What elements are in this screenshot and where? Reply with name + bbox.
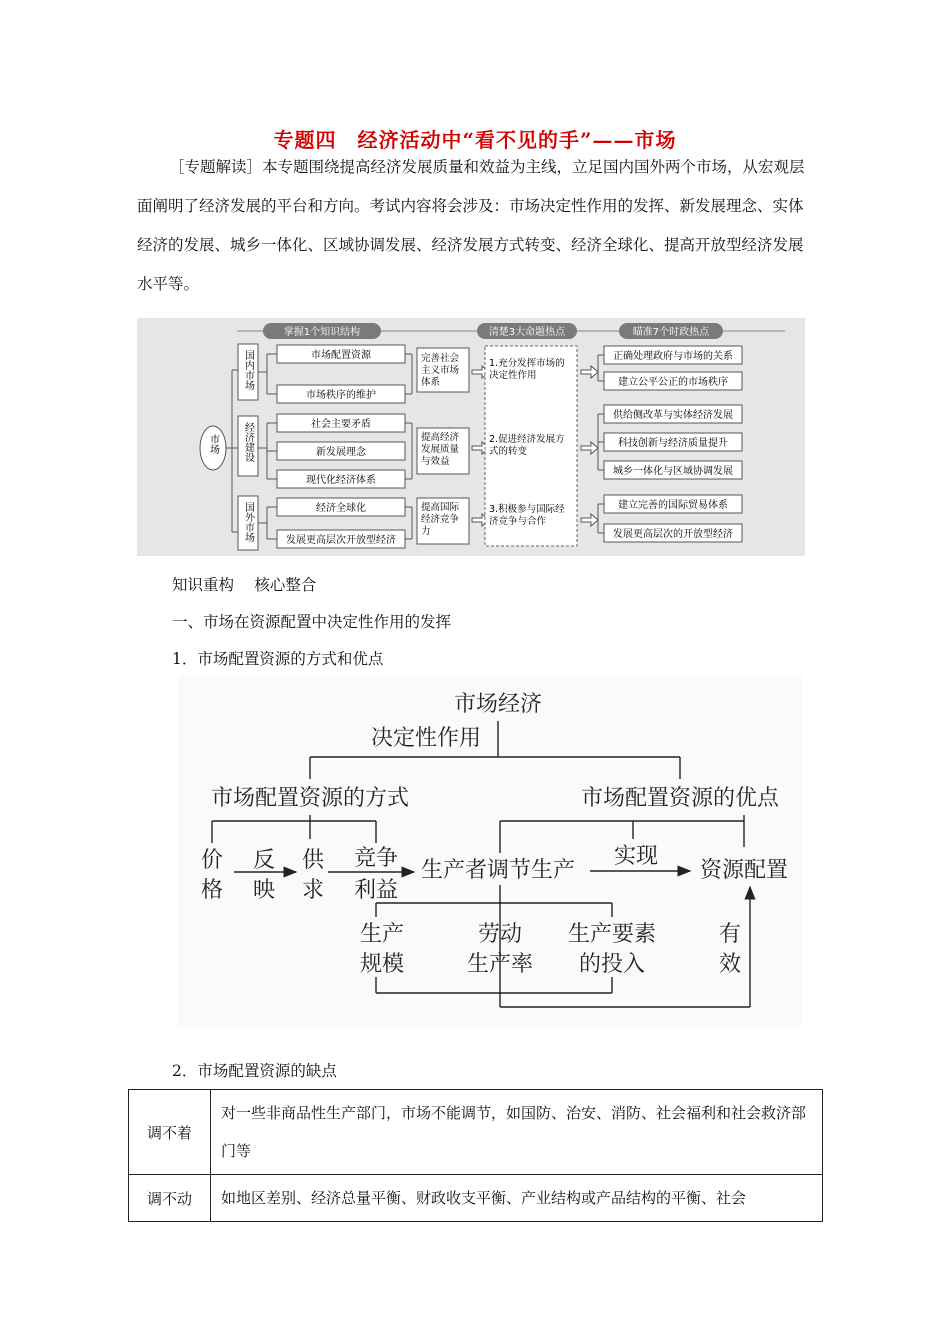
section-1-title: 一、市场在资源配置中决定性作用的发挥 [172, 613, 452, 631]
defect-head: 调不着 [129, 1090, 211, 1175]
flow-allocation: 资源配置 [699, 858, 789, 883]
current-item: 建立完善的国际贸易体系 [618, 500, 728, 511]
flow-producer: 生产者调节生产 [420, 858, 576, 883]
market-allocation-svg [178, 675, 802, 1027]
defect-head: 调不动 [129, 1175, 211, 1222]
flow-price: 价 [200, 848, 224, 873]
flow-supply: 供 [301, 848, 325, 873]
flow-effective: 有 [718, 922, 742, 947]
flow-top: 市场经济 [453, 692, 543, 717]
flow-supply: 求 [301, 878, 325, 903]
current-item: 城乡一体化与区域协调发展 [613, 466, 733, 477]
table-row [129, 1090, 823, 1175]
header-hotspots: 清楚3大命题热点 [488, 327, 566, 338]
section-heading: 知识重构 核心整合 [172, 576, 317, 594]
map-item: 社会主要矛盾 [311, 419, 371, 430]
map-summary: 完善社会主义市场体系 [421, 353, 460, 388]
flow-factors: 的投入 [578, 952, 646, 977]
subsection-2-title: 2．市场配置资源的缺点 [172, 1062, 337, 1080]
group-foreign-label: 国外市场 [242, 502, 254, 542]
flow-role: 决定性作用 [370, 726, 482, 751]
intro-text: 本专题围绕提高经济发展质量和效益为主线，立足国内国外两个市场，从宏观层面阐明了经济发展的平台和方向。考试内容将会涉及：市场决定性作用的发挥、新发展理念、实体经济的发展、城乡一体化、区域协调发展、经济发展方式转变、经济全球化、提高开放型经济发展水平等。 [137, 158, 805, 293]
flow-reflect: 反 [252, 848, 276, 873]
root-label: 市场 [207, 434, 219, 454]
flow-reflect: 映 [252, 878, 276, 903]
flow-scale: 生产 [359, 922, 405, 947]
current-item: 发展更高层次的开放型经济 [613, 529, 733, 540]
map-item: 现代化经济体系 [306, 475, 376, 486]
subsection-1-title: 1．市场配置资源的方式和优点 [172, 650, 384, 668]
current-item: 科技创新与经济质量提升 [618, 438, 728, 449]
flow-realize: 实现 [613, 844, 659, 869]
map-summary: 提高经济发展质量与效益 [421, 432, 460, 467]
flow-compete: 竞争 [353, 846, 399, 871]
hotspot-1: 1.充分发挥市场的决定性作用 [489, 358, 565, 381]
flow-scale: 规模 [359, 952, 405, 977]
defect-text: 对一些非商品性生产部门，市场不能调节，如国防、治安、消防、社会福利和社会救济部门等 [211, 1090, 823, 1175]
flow-right-head: 市场配置资源的优点 [580, 786, 780, 811]
current-item: 正确处理政府与市场的关系 [613, 351, 733, 362]
flow-factors: 生产要素 [567, 922, 657, 947]
map-item: 市场配置资源 [311, 350, 371, 361]
knowledge-structure-map [137, 318, 805, 556]
flow-effective: 效 [718, 952, 742, 977]
flow-price: 格 [200, 878, 224, 903]
current-item: 供给侧改革与实体经济发展 [613, 410, 733, 421]
hotspot-3: 3.积极参与国际经济竞争与合作 [489, 504, 565, 527]
market-allocation-diagram [178, 675, 802, 1027]
hotspot-2: 2.促进经济发展方式的转变 [489, 434, 565, 457]
defect-text: 如地区差别、经济总量平衡、财政收支平衡、产业结构或产品结构的平衡、社会 [211, 1175, 823, 1222]
map-summary: 提高国际经济竞争力 [421, 502, 460, 537]
page-title: 专题四 经济活动中“看不见的手”——市场 [273, 128, 677, 152]
group-economy-label: 经济建设 [242, 422, 254, 462]
header-structure: 掌握1个知识结构 [283, 327, 361, 338]
flow-labor: 劳动 [477, 922, 523, 947]
knowledge-structure-svg [137, 318, 805, 556]
map-item: 经济全球化 [316, 503, 366, 514]
defects-table [128, 1089, 823, 1222]
table-row [129, 1175, 823, 1222]
group-domestic-label: 国内市场 [242, 350, 254, 390]
flow-left-head: 市场配置资源的方式 [210, 786, 410, 811]
current-item: 建立公平公正的市场秩序 [618, 377, 728, 388]
flow-profit: 利益 [353, 878, 399, 903]
intro-tag: ［专题解读］ [169, 158, 263, 176]
map-item: 发展更高层次开放型经济 [286, 535, 396, 546]
map-item: 市场秩序的维护 [306, 390, 376, 401]
map-item: 新发展理念 [316, 447, 366, 458]
header-current: 瞄准7个时政热点 [632, 327, 710, 338]
flow-labor: 生产率 [466, 952, 534, 977]
intro-paragraph [137, 148, 817, 304]
